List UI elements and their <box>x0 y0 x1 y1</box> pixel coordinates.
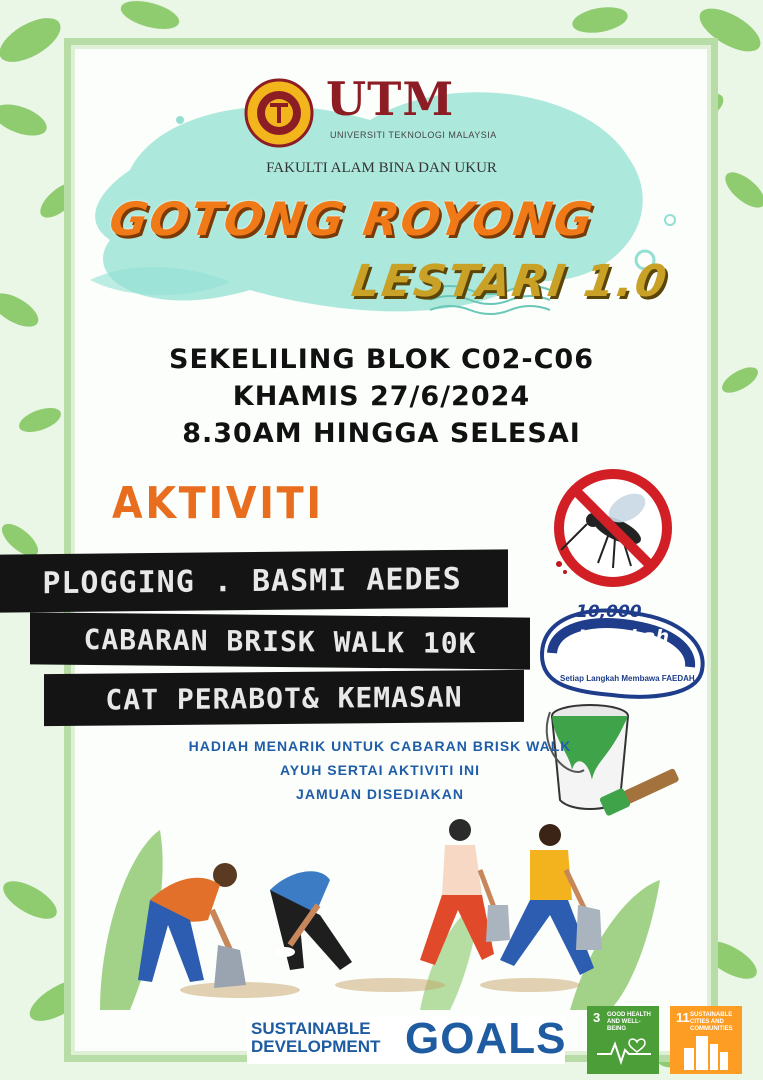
faculty-name: FAKULTI ALAM BINA DAN UKUR <box>266 160 497 176</box>
langkah-word: Langkah <box>578 626 670 648</box>
sdg-logo <box>247 1016 565 1064</box>
utm-wordmark: UTM <box>326 72 455 126</box>
note-join: AYUH SERTAI AKTIVITI INI <box>279 762 481 778</box>
sdg-tile-3-number: 3 <box>593 1010 601 1025</box>
event-date: KHAMIS 27/6/2024 <box>232 381 531 412</box>
activity-item-1: PLOGGING . BASMI AEDES <box>42 561 462 601</box>
sdg-goals: GOALS <box>405 1014 567 1063</box>
activity-item-2: CABARAN BRISK WALK 10K <box>83 622 477 660</box>
sdg-line1: SUSTAINABLE <box>251 1019 371 1038</box>
utm-full-name: UNIVERSITI TEKNOLOGI MALAYSIA <box>330 130 497 140</box>
event-title-line2: LESTARI 1.0 <box>348 256 672 307</box>
activity-band-3 <box>44 670 524 726</box>
utm-logo-icon <box>244 78 314 148</box>
volunteer-illustration <box>90 810 670 1020</box>
note-refreshments: JAMUAN DISEDIAKAN <box>296 786 464 802</box>
city-icon <box>682 1032 730 1070</box>
event-time: 8.30AM HINGGA SELESAI <box>182 418 581 449</box>
activity-item-3: CAT PERABOT& KEMASAN <box>105 679 463 717</box>
sdg-tile-3-caption: GOOD HEALTH AND WELL-BEING <box>607 1012 651 1032</box>
sdg-tile-11-number: 11 <box>676 1010 690 1025</box>
activity-band-1 <box>0 549 508 612</box>
langkah-tagline: Setiap Langkah Membawa FAEDAH <box>560 674 695 683</box>
sdg-line2: DEVELOPMENT <box>251 1037 381 1056</box>
langkah-badge <box>532 595 712 705</box>
paint-bucket-icon <box>540 700 690 820</box>
event-location: SEKELILING BLOK C02-C06 <box>169 344 594 375</box>
sdg-tile-11-caption: SUSTAINABLE CITIES AND COMMUNITIES <box>690 1012 733 1032</box>
event-title-line1: GOTONG ROYONG <box>106 192 598 246</box>
sdg-tile-11 <box>670 1006 742 1074</box>
no-mosquito-icon <box>553 468 673 588</box>
activity-band-2 <box>30 612 530 669</box>
langkah-count: 10,000 <box>576 602 642 622</box>
activities-heading: AKTIVITI <box>112 478 324 529</box>
sdg-tile-3 <box>587 1006 659 1074</box>
heartbeat-icon <box>597 1036 651 1066</box>
note-prize: HADIAH MENARIK UNTUK CABARAN BRISK WALK <box>188 738 572 754</box>
